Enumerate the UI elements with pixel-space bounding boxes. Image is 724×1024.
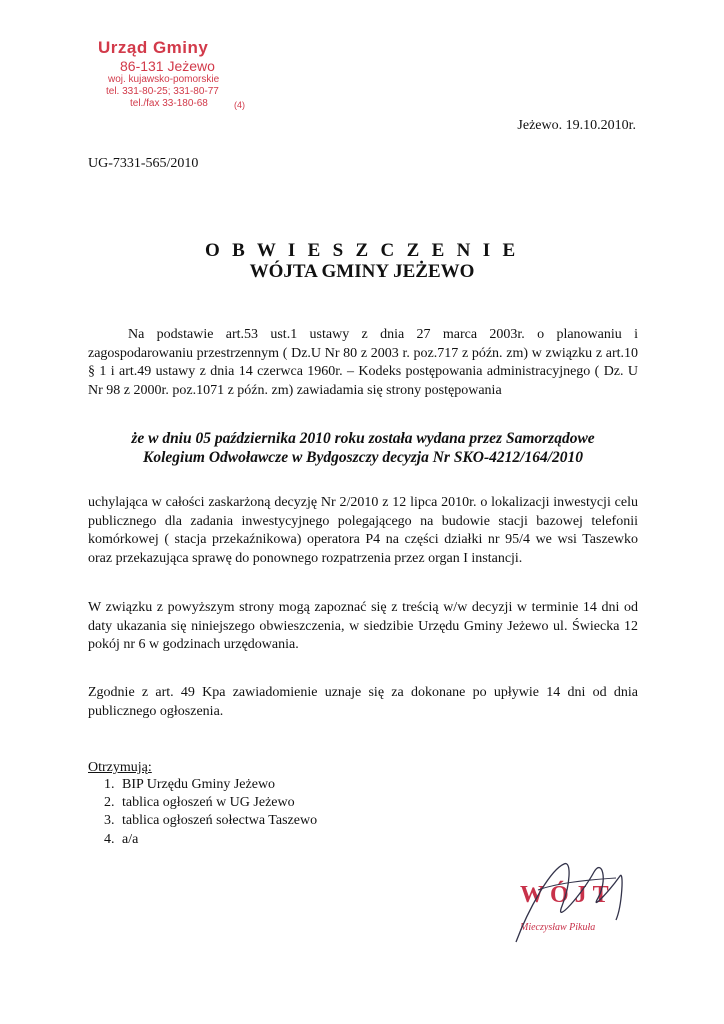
recipients-list (88, 776, 317, 849)
list-item-number: 3. (104, 813, 115, 829)
list-item-text: tablica ogłoszeń sołectwa Taszewo (122, 813, 318, 829)
list-item-text: BIP Urzędu Gminy Jeżewo (122, 777, 276, 792)
intro-paragraph: Na podstawie art.53 ust.1 ustawy z dnia 27 marca 2003r. o planowaniu i zagospodarowaniu przestrzennym ( Dz.U Nr 80 z 2003 r. poz.717 z późn. zm) w związku z art.10 § 1 i art.49 ustawy z dnia 14 czerwca 1960r. – Kodeks postępowania administracyjnego ( Dz. U Nr 98 z 2000r. poz.1071 z późn. zm) zawiadamia się strony postępowania (88, 327, 638, 398)
list-item-number: 4. (104, 831, 115, 847)
list-item-number: 2. (104, 795, 115, 811)
inspection-info-paragraph: W związku z powyższym strony mogą zapoznać się z treścią w/w decyzji w terminie 14 dni od daty ukazania się niniejszego obwieszczenia, w siedzibie Urzędu Gminy Jeżewo ul. Świecka 12 pokój nr 6 w godzinach urzędowania. (88, 600, 638, 652)
list-item-text: tablica ogłoszeń w UG Jeżewo (122, 795, 295, 811)
list-item (88, 812, 317, 830)
document-subtitle: WÓJTA GMINY JEŻEWO (249, 261, 475, 282)
reference-number: UG-7331-565/2010 (88, 156, 199, 171)
list-item (88, 776, 317, 794)
notice-effect-paragraph: Zgodnie z art. 49 Kpa zawiadomienie uznaje się za dokonane po upływie 14 dni od dnia publicznego ogłoszenia. (88, 685, 638, 719)
signature-stamp-title: WÓJT (520, 882, 615, 908)
office-stamp (94, 36, 264, 116)
stamp-number: (4) (234, 100, 245, 110)
decision-details-paragraph: uchylająca w całości zaskarżoną decyzję Nr 2/2010 z 12 lipca 2010r. o lokalizacji inwestycji celu publicznego dla zadania inwestycyjnego polegającego na budowie stacji bazowej telefonii komórkowej ( stacja przekaźnikowa) operatora P4 na części działki nr 95/4 we wsi Taszewko oraz przekazująca sprawę do ponownego rozpatrzenia przez organ I instancji. (88, 495, 638, 566)
stamp-voivodeship: woj. kujawsko-pomorskie (108, 74, 220, 85)
document-title: O B W I E S Z C Z E N I E (205, 240, 519, 261)
signature-stamp-name: Mieczysław Pikuła (520, 922, 596, 933)
recipients-label: Otrzymują: (88, 760, 152, 775)
document-date: Jeżewo. 19.10.2010r. (517, 118, 636, 133)
decision-line-2: Kolegium Odwoławcze w Bydgoszczy decyzja Nr SKO-4212/164/2010 (142, 449, 584, 466)
stamp-phone: tel. 331-80-25; 331-80-77 (106, 86, 219, 97)
stamp-postal-address: 86-131 Jeżewo (120, 58, 215, 74)
signature-stamp (498, 850, 638, 950)
list-item-text: a/a (122, 831, 139, 847)
decision-statement (88, 429, 638, 467)
decision-line-1: że w dniu 05 października 2010 roku została wydana przez Samorządowe (131, 430, 595, 447)
list-item (88, 794, 317, 812)
stamp-fax: tel./fax 33-180-68 (130, 98, 208, 109)
stamp-office-name: Urząd Gminy (98, 38, 209, 57)
list-item-number: 1. (104, 777, 115, 792)
list-item (88, 831, 317, 849)
